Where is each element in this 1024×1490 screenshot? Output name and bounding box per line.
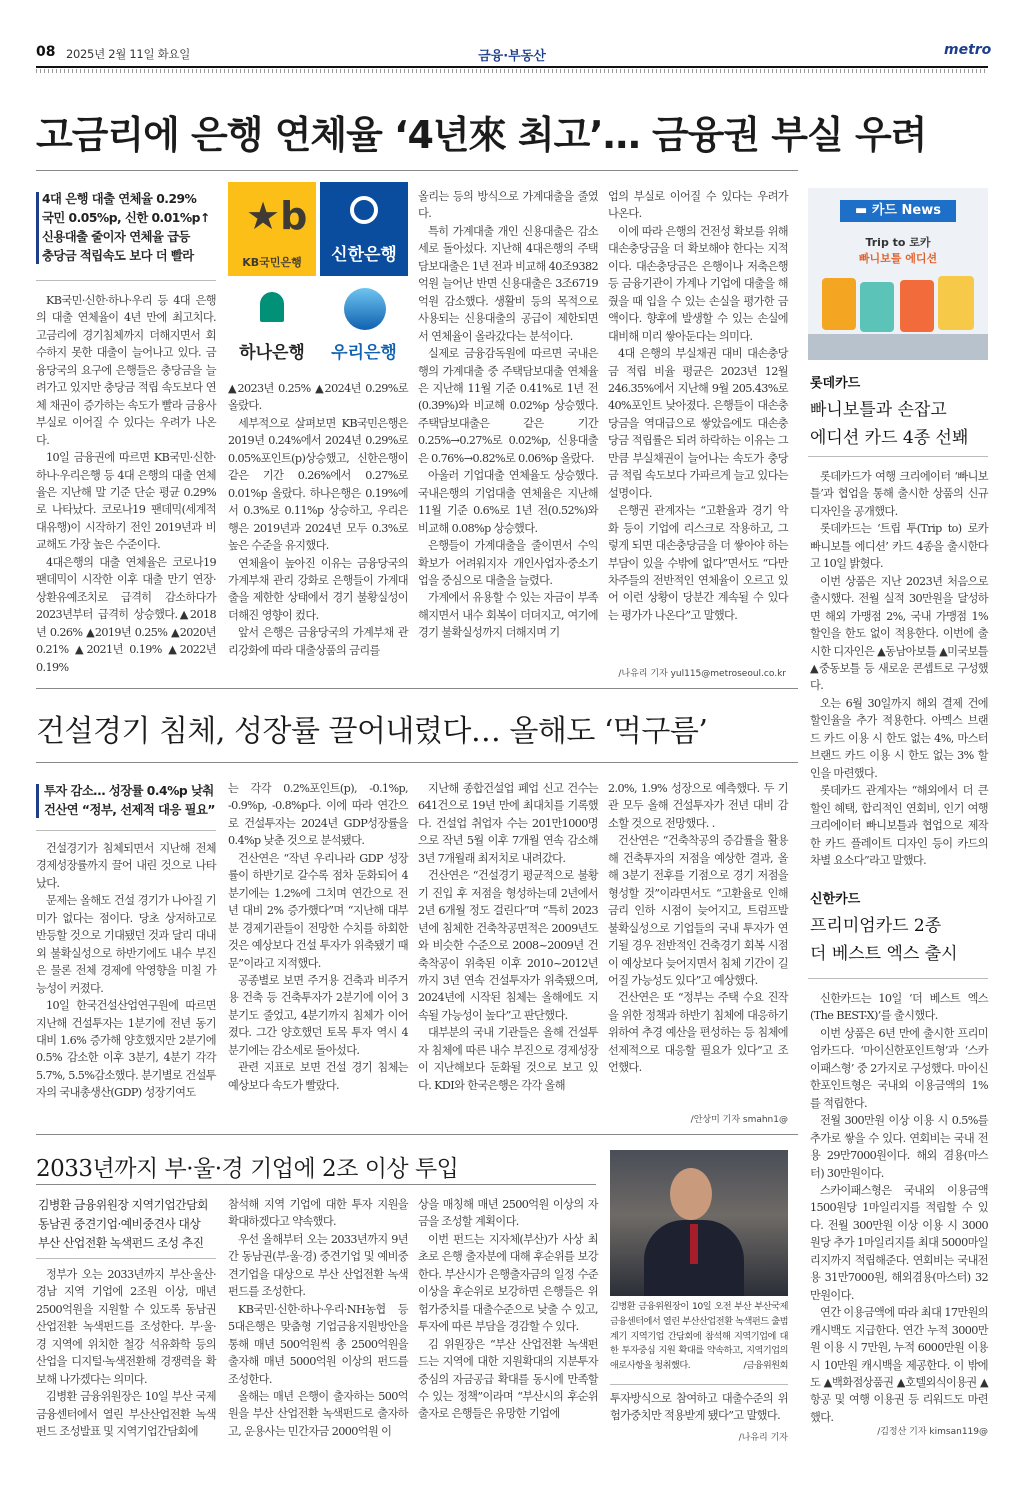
kb-label: KB국민은행 — [242, 256, 302, 269]
paragraph: 롯데카드는 ‘트립 투(Trip to) 로카 빠니보틀 에디션’ 카드 4종을 출시한다고 10일 밝혔다. — [810, 522, 988, 571]
byline: /안상미 기자 smahn1@ — [690, 1115, 788, 1125]
paragraph: ▲2023년 0.25% ▲2024년 0.29%로 올랐다. — [228, 382, 408, 413]
a1-col3 — [418, 188, 598, 642]
promo-line-1: Trip to 로카 — [865, 236, 931, 249]
headline-3: 2033년까지 부·울·경 기업에 2조 이상 투입 — [36, 1156, 459, 1182]
a3-col2 — [228, 1196, 408, 1440]
paragraph: 롯데카드가 여행 크리에이터 ‘빠니보틀’과 협업을 통해 출시한 상품의 신규 디자인을 공개했다. — [810, 470, 988, 518]
paragraph: 지난해 종합건설업 폐업 신고 건수는 641건으로 19년 만에 최대치를 기록했다. 건설업 취업자 수는 201만1000명으로 작년 5월 이후 7개월 연속 감소해 3년 7개월래 최저치로 내려갔다. — [418, 782, 598, 865]
promo-line-2: 빠니보틀 에디션 — [858, 252, 938, 265]
sidebar-body-2 — [810, 990, 988, 1426]
paragraph: 연간 이용금액에 따라 최대 17만원의 캐시백도 지급한다. 연간 누적 3000만원 이용 시 7만원, 누적 6000만원 이용 시 10만원 캐시백을 제공한다. 이 밖에도 ▲백화점상품권 ▲호텔외식이용권 ▲항공 및 여행 이용권 등 리워드도 마련했다. — [810, 1306, 988, 1424]
kb-mark: ★b — [246, 194, 308, 238]
paragraph: 은행권 관계자는 “고환율과 경기 악화 등이 기업에 리스크로 작용하고, 그렇게 되면 대손충당금을 더 쌓아야 하는 부담이 있을 수밖에 없다”면서도 “다만 차주들의 전반적인 연체율이 오르고 있어 이런 상황이 당분간 계속될 수 있다는 평가가 나온다”고 말했다. — [608, 504, 788, 622]
paragraph: 연체율이 높아진 이유는 금융당국의 가계부채 관리 강화로 은행들이 가계대출을 제한한 상태에서 경기 불황실성이 더해진 영향이 컸다. — [228, 556, 408, 622]
card-3-image — [900, 280, 934, 332]
paragraph: 는 각각 0.2%포인트(p), -0.1%p, -0.9%p, -0.8%p다. 이에 따라 연간으로 건설투자는 2024년 GDP성장률을 0.4%p 낮춘 것으로 분석됐다. — [228, 782, 408, 848]
a2-col3 — [418, 780, 598, 1094]
woori-label: 우리은행 — [331, 343, 397, 363]
paragraph: 올해는 매년 은행이 출자하는 500억원을 부산 산업전환 녹색펀드로 출자하고, 운용사는 민간자금 2000억원 이 — [228, 1389, 408, 1438]
paragraph: 이번 펀드는 지자체(부산)가 사상 최초로 은행 출자분에 대해 후순위를 보강한다. 부산시가 은행출자금의 일정 수준 이상을 후순위로 보강하면 은행들은 위험가중치를 대출수준으로 낮출 수 있고, 투자에 따른 부담을 경감할 수 있다. — [418, 1232, 598, 1334]
a1-col2 — [228, 380, 408, 659]
shinhan-mark — [350, 196, 378, 224]
paragraph: 대부분의 국내 기관들은 올해 건설투자 침체에 따른 내수 부진으로 경제성장이 지난해보다 둔화될 것으로 보고 있다. KDI와 한국은행은 각각 올해 — [418, 1026, 598, 1092]
a2-col4 — [608, 780, 788, 1077]
issue-date: 2025년 2월 11일 화요일 — [66, 47, 191, 61]
divider — [808, 456, 988, 457]
subhead-bar — [36, 192, 39, 264]
paragraph: 신한카드는 10일 ‘더 베스트 엑스(The BEST-X)’를 출시했다. — [810, 992, 988, 1023]
paragraph: 건산연은 “작년 우리나라 GDP 성장률이 하반기로 갈수록 점차 둔화되어 4분기에는 1.2%에 그치며 연간으로 전년 대비 2% 증가했다”며 “지난해 대부분 경제기관들이 전망한 수치를 하회한 것은 예상보다 건설 투자가 위축됐기 때문”이라고 지적했다. — [228, 851, 408, 970]
subhead-rule — [36, 830, 216, 831]
headline-1: 고금리에 은행 연체율 ‘4년來 최고’… 금융권 부실 우려 — [36, 113, 927, 157]
woori-mark — [344, 288, 386, 330]
hana-label: 하나은행 — [239, 343, 305, 363]
sidebar-body-1 — [810, 468, 988, 869]
paragraph: 건설경기가 침체되면서 지난해 전체 경제성장률까지 끌어 내린 것으로 나타났다. — [36, 842, 216, 890]
paragraph: 건산연은 또 “정부는 주택 수요 진작을 위한 정책과 하반기 침체에 대응하기 위하여 추경 예산을 편성하는 등 침체에 선제적으로 대응할 필요가 있다”고 조언했다. — [608, 991, 788, 1075]
paragraph: 정부가 오는 2033년까지 부산·울산·경남 지역 기업에 2조원 이상, 매년 2500억원을 지원할 수 있도록 동남권 산업전환 녹색펀드를 조성한다. 부·울·경 지역에 위치한 철강 석유화학 등의 산업을 디지털·녹색전환해 경쟁력을 확보해 나가겠다는 의미다. — [36, 1268, 216, 1386]
paragraph: 앞서 은행은 금융당국의 가계부채 관리강화에 따라 대출상품의 금리를 — [228, 626, 408, 657]
card-news-text: 카드 News — [871, 203, 941, 218]
byline: /나유리 기자 yul115@metroseoul.co.kr — [618, 669, 786, 679]
paragraph: 업의 부실로 이어질 수 있다는 우려가 나온다. — [608, 190, 788, 221]
paragraph: 우선 올해부터 오는 2033년까지 9년간 동남권(부·울·경) 중견기업 및 예비중견기업을 대상으로 부산 산업전환 녹색펀드를 조성한다. — [228, 1232, 408, 1299]
hana-logo — [228, 282, 316, 376]
photo-caption — [610, 1300, 788, 1374]
paragraph: 실제로 금융감독원에 따르면 국내은행의 가계대출 중 주택담보대출 연체율은 지난해 11월 기준 0.41%로 1년 전(0.39%)와 비교해 0.02%p 상승했다. 주택담보대출은 같은 기간 0.25%→0.27%로 0.02%p, 신용대출은 0.76%→0.82%로 0.06%p 올랐다. — [418, 347, 598, 465]
paragraph: 참석해 지역 기업에 대한 투자 지원을 확대하겠다고 약속했다. — [228, 1198, 408, 1229]
paragraph: KB국민·신한·하나·우리·NH농협 등 5대은행은 맞춤형 기업금융지원방안을 통해 매년 500억원씩 총 2500억원을 출자해 매년 5000억원 이상의 펀드를 조성한다. — [228, 1302, 408, 1386]
person-head — [670, 1168, 712, 1220]
paragraph: 스카이패스형은 국내외 이용금액 1500원당 1마일리지를 적립할 수 있다. 전월 300만원 이상 이용 시 3000원당 추가 1마일리지를 최대 5000마일리지까지 적립해준다. 연회비는 국내전용 31만7000원, 해외겸용(마스터) 32만원이다. — [810, 1183, 988, 1302]
subhead: 건산연 “정부, 선제적 대응 필요” — [44, 803, 216, 817]
paragraph: KB국민·신한·하나·우리 등 4대 은행의 대출 연체율이 4년 만에 최고치다. 고금리에 경기침체까지 더해지면서 회수하지 못한 대출이 늘어나고 있다. 금융당국의 요구에 은행들은 충당금을 늘려가고 있지만 충당금 적립 속도보다 연체 채권이 증가하는 속도가 빨라 금융사 부실로 이어질 수 있다는 우려가 나온다. — [36, 294, 216, 447]
title-line: 에디션 카드 4종 선봬 — [810, 428, 969, 448]
paragraph: 문제는 올해도 건설 경기가 나아질 기미가 없다는 점이다. 당초 상저하고로 반등할 것으로 기대됐던 것과 달리 대내외 불확실성으로 하반기에도 내수 부진은 물론 전체 경제에 악영향을 미칠 가능성이 커졌다. — [36, 894, 216, 995]
header-rule — [36, 66, 988, 68]
woori-logo — [320, 282, 408, 376]
sidebar-title-2 — [810, 912, 990, 968]
shinhan-label: 신한은행 — [331, 245, 397, 265]
paragraph: 10일 한국건설산업연구원에 따르면 지난해 건설투자는 1분기에 전년 동기 대비 1.6% 증가해 양호했지만 2분기에 0.5% 감소한 이후 3분기, 4분기 각각 5.7%, 5.5%감소했다. 분기별로 건설투자의 국내총생산(GDP) 성장기여도 — [36, 999, 216, 1100]
subhead-rule — [36, 280, 216, 281]
paragraph: 김병환 금융위원장은 10일 부산 국제금융센터에서 열린 부산산업전환 녹색펀드 조성발표 및 지역기업간담회에 — [36, 1390, 216, 1439]
paragraph: 이번 상품은 지난 2023년 처음으로 출시했다. 전월 실적 30만원을 달성하면 해외 가맹점 2%, 국내 가맹점 1% 할인을 한도 없이 적용한다. 이번에 출시한 디자인은 ▲동남아보틀 ▲미국보틀 ▲중동보틀 등 새로운 콘셉트로 구성했다. — [810, 574, 988, 693]
subhead: 김병환 금융위원장 지역기업간담회 — [38, 1198, 208, 1212]
person-tie — [690, 1224, 698, 1264]
a3-col1 — [36, 1266, 216, 1441]
card-1-image — [822, 278, 856, 330]
title-line: 빠니보틀과 손잡고 — [810, 400, 947, 420]
paragraph: 김 위원장은 “부산 산업전환 녹색펀드는 지역에 대한 지원확대의 지분투자 중심의 자금공급 확대를 동시에 만족할 수 있는 정책”이라며 “부산시의 후순위 출자로 은행들은 유망한 기업에 — [418, 1337, 598, 1421]
sidebar-company-2: 신한카드 — [810, 892, 861, 907]
paragraph: 아울러 기업대출 연체율도 상승했다. 국내은행의 기업대출 연체율은 지난해 11월 기준 0.6%로 1년 전(0.52%)와 비교해 0.08%p 상승했다. — [418, 469, 598, 535]
paragraph: 공종별로 보면 주거용 건축과 비주거용 건축 등 건축투자가 2분기에 이어 3분기도 줄었고, 4분기까지 침체가 이어졌다. 그간 양호했던 토목 투자 역시 4분기에는 감소세로 돌아섰다. — [228, 973, 408, 1057]
a1-col4 — [608, 188, 788, 624]
caption-credit: /금융위원회 — [743, 1360, 788, 1372]
subhead: 부산 산업전환 녹색펀드 조성 추진 — [38, 1236, 204, 1250]
conveyor-image — [808, 334, 988, 360]
paragraph: 올리는 등의 방식으로 가계대출을 줄였다. — [418, 190, 598, 221]
byline: /김정산 기자 kimsan119@ — [877, 1427, 988, 1437]
a1-col1 — [36, 292, 216, 676]
paragraph: 롯데카드 관계자는 “해외에서 더 큰 할인 혜택, 합리적인 연회비, 인기 여행 크리에이터 빠니보틀과 협업으로 제작한 카드 플레이트 디자인 등이 카드의 차별 요소다”라고 말했다. — [810, 784, 988, 867]
paragraph: 이에 따라 은행의 건전성 확보를 위해 대손충당금을 더 확보해야 한다는 지적이다. 대손충당금은 은행이나 저축은행 등 금융기관이 가계나 기업에 대출을 해줬을 때 입을 수 있는 손실을 평가한 금액이다. 향후에 발생할 수 있는 손실에 대비해 미리 쌓아둔다는 의미다. — [608, 224, 788, 343]
subhead: 신용대출 줄이자 연체율 급등 — [42, 230, 190, 244]
paragraph: 투자방식으로 참여하고 대출수준의 위험가중치만 적용받게 됐다”고 말했다. — [610, 1392, 788, 1423]
headline-2: 건설경기 침체, 성장률 끌어내렸다… 올해도 ‘먹구름’ — [36, 714, 708, 749]
card-icon: ▬ — [855, 203, 872, 218]
divider — [808, 978, 988, 979]
shinhan-logo — [320, 182, 408, 276]
paragraph: 상을 매칭해 매년 2500억원 이상의 자금을 조성할 계획이다. — [418, 1198, 598, 1229]
subhead: 4대 은행 대출 연체율 0.29% — [42, 192, 197, 206]
card-4-image — [938, 276, 974, 330]
bank-logos-image — [228, 182, 408, 378]
byline: /나유리 기자 — [738, 1433, 788, 1443]
paragraph: 2.0%, 1.9% 성장으로 예측했다. 두 기관 모두 올해 건설투자가 전년 대비 감소할 것으로 전망했다. . — [608, 782, 788, 830]
subhead-rule — [36, 1258, 216, 1259]
a3-col4 — [610, 1390, 788, 1425]
kb-logo — [228, 182, 316, 276]
title-line: 프리미엄카드 2종 — [810, 916, 942, 936]
divider — [36, 1134, 798, 1135]
a2-col2 — [228, 780, 408, 1094]
paragraph: 건산연은 “건설경기 평균적으로 불황기 진입 후 저점을 형성하는데 2년에서 2년 6개월 정도 걸린다”며 “특히 2023년에 침체한 건축착공면적은 2009년도와 비슷한 수준으로 2008~2009년 건축착공이 위축된 이후 2010~2012년까지 3년 연속 건설투자가 위축됐으며, 2024년에 시작된 침체는 올해에도 지속될 가능성이 높다”고 판단했다. — [418, 869, 598, 1022]
sidebar-company-1: 롯데카드 — [810, 376, 861, 391]
card-news-label — [840, 200, 956, 222]
subhead: 동남권 중견기업·예비중견사 대상 — [38, 1217, 201, 1231]
paragraph: 4대 은행의 부실채권 대비 대손충당금 적립 비율 평균은 2023년 12월 246.35%에서 지난해 9월 205.43%로 40%포인트 낮아졌다. 은행들이 대손충당금을 역대급으로 쌓았음에도 대손충당금 적립률은 되려 하락하는 이유는 그만큼 부실채권이 늘어나는 속도가 충당금 적립 속도보다 가파르게 늘고 있다는 설명이다. — [608, 347, 788, 500]
paragraph: 전월 300만원 이상 이용 시 0.5%를 추가로 쌓을 수 있다. 연회비는 국내 전용 29만7000원이다. 해외 겸용(마스터) 30만원이다. — [810, 1114, 988, 1180]
page-number: 08 — [36, 44, 56, 60]
divider — [610, 1384, 788, 1385]
paragraph: 가계에서 유용할 수 있는 자금이 부족해지면서 내수 회복이 더뎌지고, 여기에 경기 불확실성까지 더해지며 기 — [418, 591, 598, 640]
divider — [36, 170, 798, 171]
paragraph: 은행들이 가계대출을 줄이면서 수익확보가 어려워지자 개인사업자·중소기업을 중심으로 대출을 늘렸다. — [418, 539, 598, 587]
paragraph: 건산연은 “건축착공의 증감률을 활용해 건축투자의 저점을 예상한 결과, 올해 3분기 전후를 기점으로 경기 저점을 형성할 것”이라면서도 “고환율로 인해 금리 인하 시점이 늦어지고, 트럼프발 불확실성으로 기업들의 국내 투자가 연기될 경우 전반적인 건축경기 회복 시점이 예상보다 늦어지면서 침체 기간이 길어질 가능성도 있다”고 예상했다. — [608, 834, 788, 987]
paragraph: 오는 6월 30일까지 해외 결제 건에 할인율을 추가 적용한다. 아멕스 브랜드 카드 이용 시 한도 없는 4%, 마스터 브랜드 카드 이용 시 한도 없는 3% 할인을 마련했다. — [810, 696, 988, 780]
paragraph: 세부적으로 살펴보면 KB국민은행은 2019년 0.24%에서 2024년 0.29%로 0.05%포인트(p)상승했고, 신한은행이 같은 기간 0.26%에서 0.27%로 0.01%p 올랐다. 하나은행은 0.19%에서 0.3%로 0.11%p 상승하고, 우리은행은 2019년과 2024년 모두 0.3%로 높은 수준을 유지했다. — [228, 416, 408, 553]
brand-logo: metro — [944, 42, 992, 58]
header-hatch — [36, 69, 988, 73]
paragraph: 특히 가계대출 개인 신용대출은 감소세로 돌아섰다. 지난해 4대은행의 주택담보대출은 1년 전과 비교해 40조9382억원 늘어난 반면 신용대출은 3조6719억원 감소했다. 생활비 등의 목적으로 사용되는 신용대출의 공급이 제한되면서 연체율이 올라갔다는 분석이다. — [418, 224, 598, 343]
news-photo — [610, 1150, 788, 1296]
paragraph: 10일 금융권에 따르면 KB국민·신한·하나·우리은행 등 4대 은행의 대출 연체율은 지난해 말 기준 단순 평균 0.29%로 나타났다. 코로나19 팬데믹(세계적 대유행)이 시작하기 전인 2019년과 비교해도 가장 높은 수준이다. — [36, 451, 216, 552]
subheads-2 — [44, 782, 224, 820]
caption-text: 김병환 금융위원장이 10일 오전 부산 부산국제금융센터에서 열린 부산산업전환 녹색펀드 출범계기 지역기업 간담회에 참석해 지역기업에 대한 투자중심 지원 확대를 약속하고, 지역기업의 애로사항을 청취했다. — [610, 1301, 788, 1372]
paragraph: 이번 상품은 6년 만에 출시한 프리미엄카드다. ‘마이신한포인트형’과 ‘스카이패스형’ 중 2가지로 구성했다. 마이신한포인트형은 국내외 이용금액의 1%를 적립한다. — [810, 1026, 988, 1110]
card-2-image — [860, 282, 894, 332]
sidebar-title-1 — [810, 396, 990, 452]
paragraph: 관련 지표로 보면 건설 경기 침체는 예상보다 속도가 빨랐다. — [228, 1061, 408, 1092]
subhead: 투자 감소… 성장률 0.4%p 낮춰 — [44, 784, 214, 798]
subheads-1 — [42, 190, 222, 266]
a3-col3 — [418, 1196, 598, 1423]
subhead-bar — [36, 784, 39, 818]
paragraph: 4대은행의 대출 연체율은 코로나19 팬데믹이 시작한 이후 대출 만기 연장·상환유예조치로 급격히 감소하다가 2023년부터 급격히 상승했다.▲2018년 0.26% ▲2019년 0.25% ▲2020년 0.21% ▲2021년 0.19% ▲2022년 0.19% — [36, 555, 216, 674]
title-line: 더 베스트 엑스 출시 — [810, 944, 958, 964]
divider — [36, 762, 798, 763]
divider — [36, 688, 798, 689]
card-news-banner — [808, 188, 988, 360]
a2-col1 — [36, 840, 216, 1102]
subhead: 국민 0.05%p, 신한 0.01%p↑ — [42, 211, 210, 225]
section-title: 금융·부동산 — [478, 49, 546, 64]
subhead: 충당금 적립속도 보다 더 빨라 — [42, 249, 194, 263]
subheads-3 — [38, 1196, 224, 1253]
hana-mark — [260, 292, 284, 322]
divider — [36, 1184, 596, 1185]
